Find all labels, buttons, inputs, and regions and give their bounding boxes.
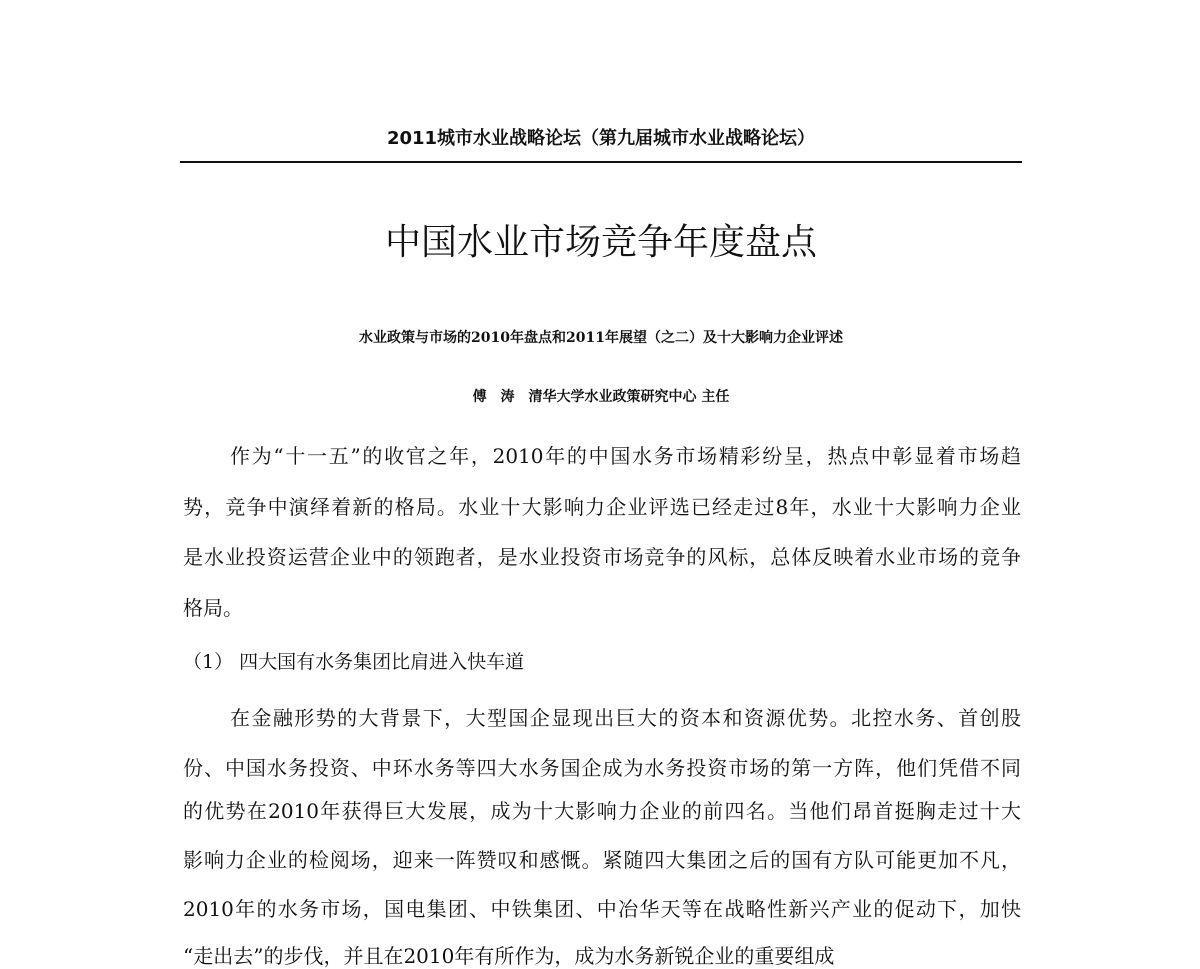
paragraph-line: 势，竞争中演绎着新的格局。水业十大影响力企业评选已经走过8年，水业十大影响力企业: [183, 495, 1021, 519]
section-heading: （1） 四大国有水务集团比肩进入快车道: [183, 651, 525, 673]
paragraph-line: 影响力企业的检阅场，迎来一阵赞叹和感慨。紧随四大集团之后的国有方队可能更加不凡，: [183, 848, 1021, 872]
paragraph-line: 在金融形势的大背景下，大型国企显现出巨大的资本和资源优势。北控水务、首创股: [230, 706, 1021, 730]
author-line: 傅 涛 清华大学水业政策研究中心 主任: [472, 389, 730, 405]
paragraph-line: 格局。: [183, 596, 243, 620]
paragraph-line: 2010年的水务市场，国电集团、中铁集团、中冶华天等在战略性新兴产业的促动下，加快: [183, 897, 1021, 921]
paragraph-line: 作为“十一五”的收官之年，2010年的中国水务市场精彩纷呈，热点中彰显着市场趋: [230, 444, 1021, 468]
header-rule: [180, 161, 1022, 163]
paragraph-line: 的优势在2010年获得巨大发展，成为十大影响力企业的前四名。当他们昂首挺胸走过十大: [183, 799, 1021, 823]
running-header: 2011城市水业战略论坛（第九届城市水业战略论坛）: [386, 128, 816, 149]
paragraph-line: 份、中国水务投资、中环水务等四大水务国企成为水务投资市场的第一方阵，他们凭借不同: [183, 756, 1021, 780]
document-subtitle: 水业政策与市场的2010年盘点和2011年展望（之二）及十大影响力企业评述: [359, 330, 843, 346]
paragraph-line: “走出去”的步伐，并且在2010年有所作为，成为水务新锐企业的重要组成: [183, 944, 835, 968]
document-title: 中国水业市场竞争年度盘点: [384, 222, 817, 263]
paragraph-line: 是水业投资运营企业中的领跑者，是水业投资市场竞争的风标，总体反映着水业市场的竞争: [183, 545, 1021, 569]
